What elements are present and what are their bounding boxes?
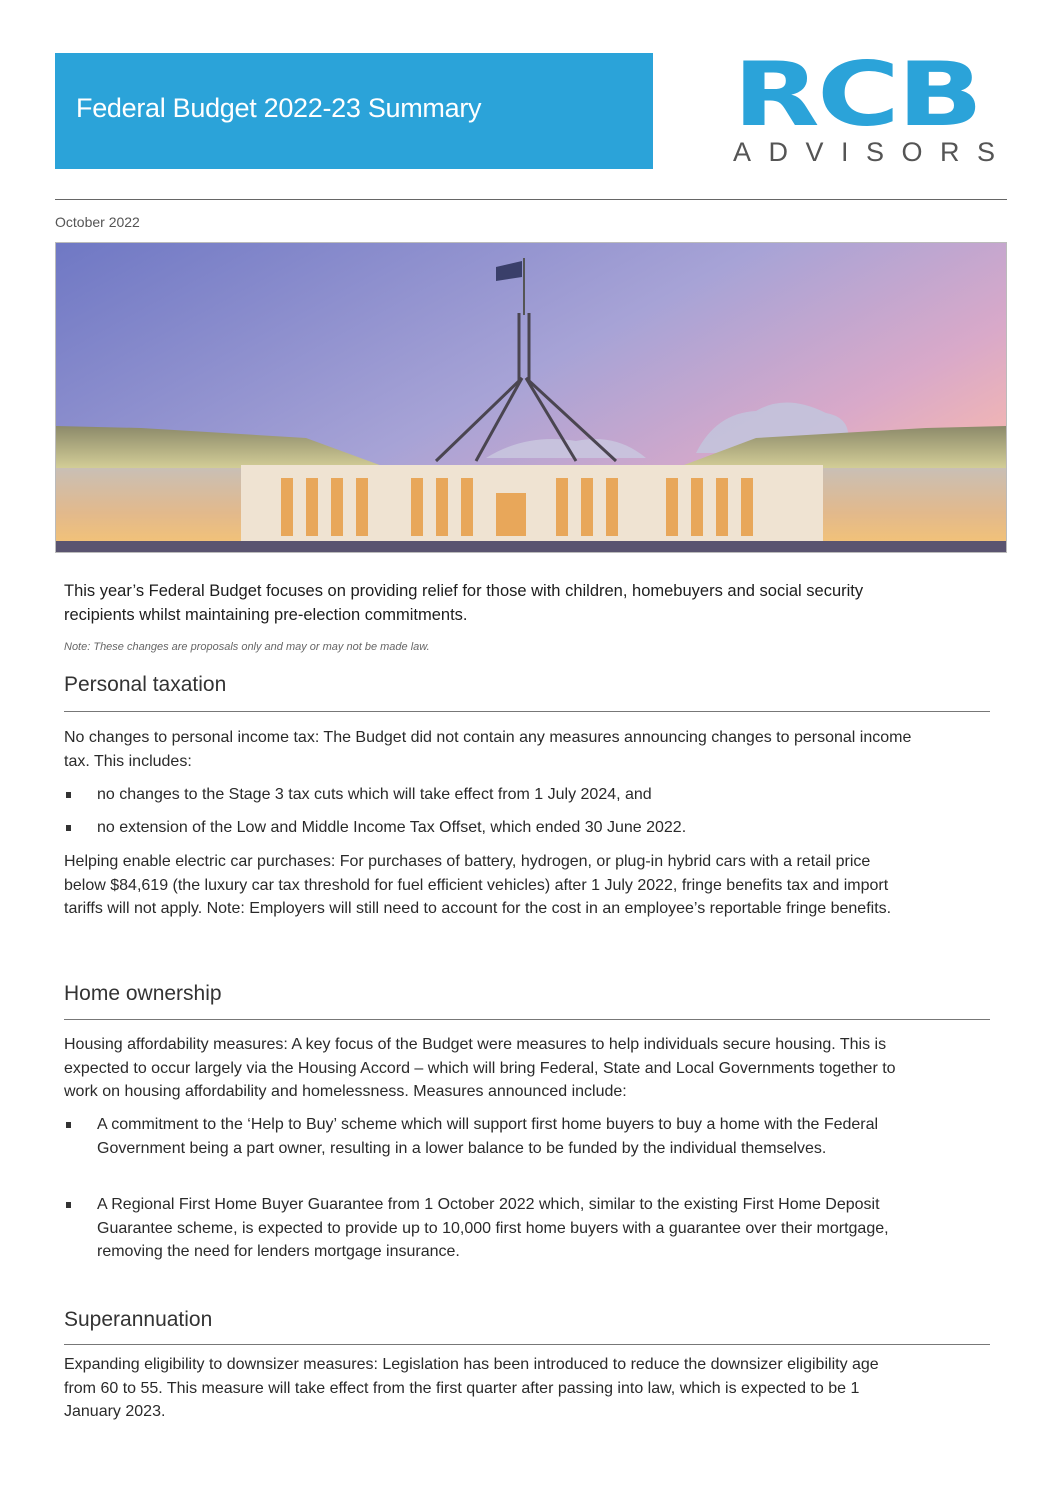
parliament-house-photo	[55, 242, 1007, 553]
section-divider	[64, 1019, 990, 1020]
bullet-icon	[66, 1122, 71, 1128]
logo-subtext: ADVISORS	[733, 137, 1013, 167]
publication-date: October 2022	[55, 214, 140, 230]
header-divider	[55, 199, 1007, 200]
superannuation-paragraph: Expanding eligibility to downsizer measures: Legislation has been introduced to reduce the downsizer eligibility age from 60 to 55. This measure will take effect from the first quarter after passing into law, which is expected to be 1 January 2023.	[64, 1356, 879, 1420]
electric-car-paragraph: Helping enable electric car purchases: For purchases of battery, hydrogen, or plug-in hybrid cars with a retail price below $84,619 (the luxury car tax threshold for fuel efficient vehicles) after 1 July 2022, fringe benefits tax and import tariffs will not apply. Note: Employers will still need to account for the cost in an employee’s reportable fringe benefits.	[64, 853, 892, 917]
heading-home-ownership: Home ownership	[64, 982, 222, 1005]
document-title: Federal Budget 2022-23 Summary	[76, 93, 482, 123]
list-item-text: no changes to the Stage 3 tax cuts which will take effect from 1 July 2024, and	[97, 786, 652, 803]
bullet-icon	[66, 825, 71, 831]
bullet-icon	[66, 792, 71, 798]
forecourt	[56, 541, 1007, 553]
section-divider	[64, 1344, 990, 1345]
left-wall	[56, 468, 256, 543]
disclaimer-note: Note: These changes are proposals only and may or may not be made law.	[64, 641, 430, 653]
list-item-text: A Regional First Home Buyer Guarantee from 1 October 2022 which, similar to the existing First Home Deposit Guarantee scheme, is expected to provide up to 10,000 first home buyers with a guarantee over their mortgage, removing the need for lenders mortgage insurance.	[97, 1196, 889, 1260]
list-item-text: A commitment to the ‘Help to Buy’ scheme which will support first home buyers to buy a home with the Federal Government being a part owner, resulting in a lower balance to be funded by the individual themselves.	[97, 1116, 879, 1157]
heading-superannuation: Superannuation	[64, 1308, 213, 1331]
logo-mark: RCB	[733, 43, 981, 146]
housing-paragraph: Housing affordability measures: A key focus of the Budget were measures to help individuals secure housing. This is expected to occur largely via the Housing Accord – which will bring Federal, State and Local Governments together to work on housing affordability and homelessness. Measures announced include:	[64, 1036, 896, 1100]
right-wall	[808, 468, 1007, 543]
rcb-advisors-logo	[733, 43, 1013, 167]
list-item-text: no extension of the Low and Middle Income Tax Offset, which ended 30 June 2022.	[97, 819, 687, 836]
heading-personal-taxation: Personal taxation	[64, 673, 227, 696]
facade	[241, 465, 823, 543]
title-banner	[55, 53, 653, 169]
personal-tax-paragraph: No changes to personal income tax: The Budget did not contain any measures announcing changes to personal income tax. This includes:	[64, 729, 912, 770]
intro-lead: This year’s Federal Budget focuses on providing relief for those with children, homebuyers and social security recipients whilst maintaining pre-election commitments.	[64, 582, 864, 624]
section-divider	[64, 711, 990, 712]
bullet-icon	[66, 1202, 71, 1208]
